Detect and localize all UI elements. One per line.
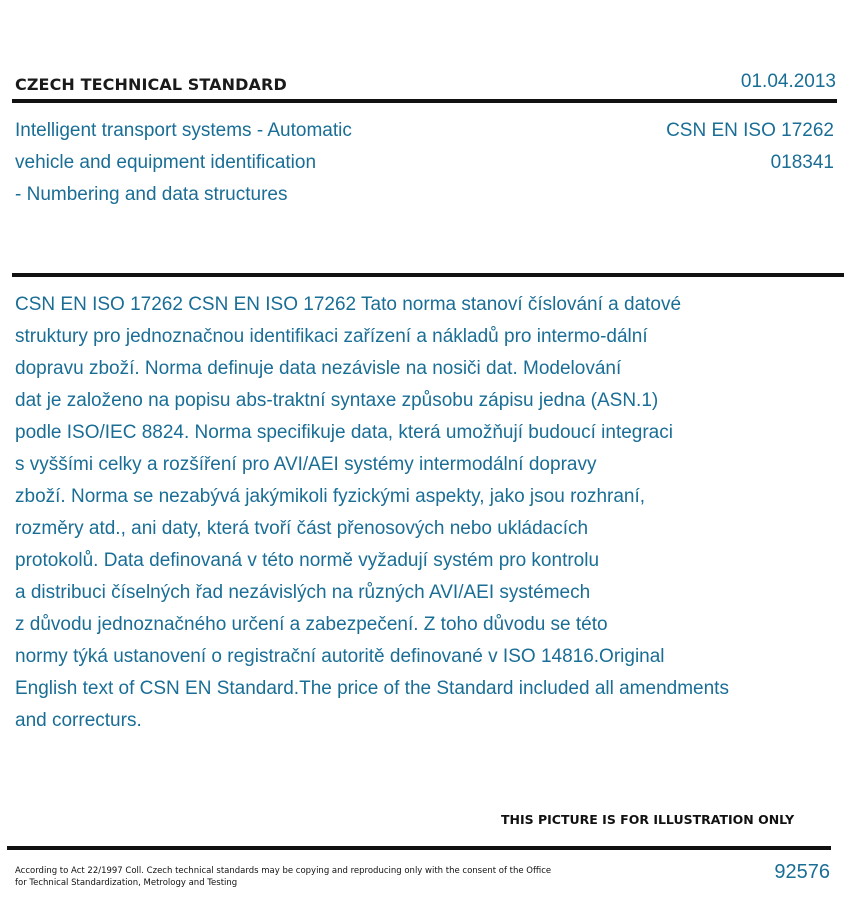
standard-title: [15, 115, 352, 211]
abstract-line: dopravu zboží. Norma definuje data nezávisle na nosiči dat. Modelování: [15, 358, 622, 379]
abstract-line: struktury pro jednoznačnou identifikaci zařízení a nákladů pro intermo-dální: [15, 326, 648, 347]
standard-title-line: - Numbering and data structures: [15, 184, 288, 205]
legal-notice-line: According to Act 22/1997 Coll. Czech technical standards may be copying and reproducing only with the consent of the Office: [15, 866, 552, 876]
document-number: 92576: [774, 861, 830, 883]
abstract-line: and correcturs.: [15, 710, 142, 731]
abstract-line: zboží. Norma se nezabývá jakýmikoli fyzickými aspekty, jako jsou rozhraní,: [15, 486, 646, 507]
abstract-line: protokolů. Data definovaná v této normě vyžadují systém pro kontrolu: [15, 550, 600, 571]
header-divider: [12, 99, 837, 103]
standard-title-line: vehicle and equipment identification: [15, 152, 317, 173]
standard-type-label: CZECH TECHNICAL STANDARD: [15, 75, 287, 94]
abstract-line: CSN EN ISO 17262 CSN EN ISO 17262 Tato norma stanoví číslování a datové: [15, 294, 682, 315]
abstract-line: z důvodu jednoznačného určení a zabezpečení. Z toho důvodu se této: [15, 614, 608, 635]
standard-title-line: Intelligent transport systems - Automatic: [15, 120, 352, 141]
abstract-text: [15, 289, 850, 737]
abstract-line: podle ISO/IEC 8824. Norma specifikuje data, která umožňují budoucí integraci: [15, 422, 673, 443]
illustration-disclaimer: THIS PICTURE IS FOR ILLUSTRATION ONLY: [501, 812, 795, 827]
standard-codes: [666, 115, 834, 179]
legal-notice: [15, 865, 551, 889]
title-divider: [12, 273, 844, 277]
legal-notice-line: for Technical Standardization, Metrology and Testing: [15, 878, 238, 888]
abstract-line: normy týká ustanovení o registrační autoritě definované v ISO 14816.Original: [15, 646, 665, 667]
footer-divider: [7, 846, 831, 850]
abstract-line: rozměry atd., ani daty, která tvoří část přenosových nebo ukládacích: [15, 518, 589, 539]
abstract-line: s vyššími celky a rozšíření pro AVI/AEI systémy intermodální dopravy: [15, 454, 597, 475]
abstract-line: dat je založeno na popisu abs-traktní syntaxe způsobu zápisu jedna (ASN.1): [15, 390, 659, 411]
standard-code: CSN EN ISO 17262: [666, 120, 834, 141]
publication-date: 01.04.2013: [740, 71, 836, 92]
class-number: 018341: [770, 152, 834, 173]
abstract-line: English text of CSN EN Standard.The price of the Standard included all amendments: [15, 678, 729, 699]
abstract-line: a distribuci číselných řad nezávislých na různých AVI/AEI systémech: [15, 582, 591, 603]
